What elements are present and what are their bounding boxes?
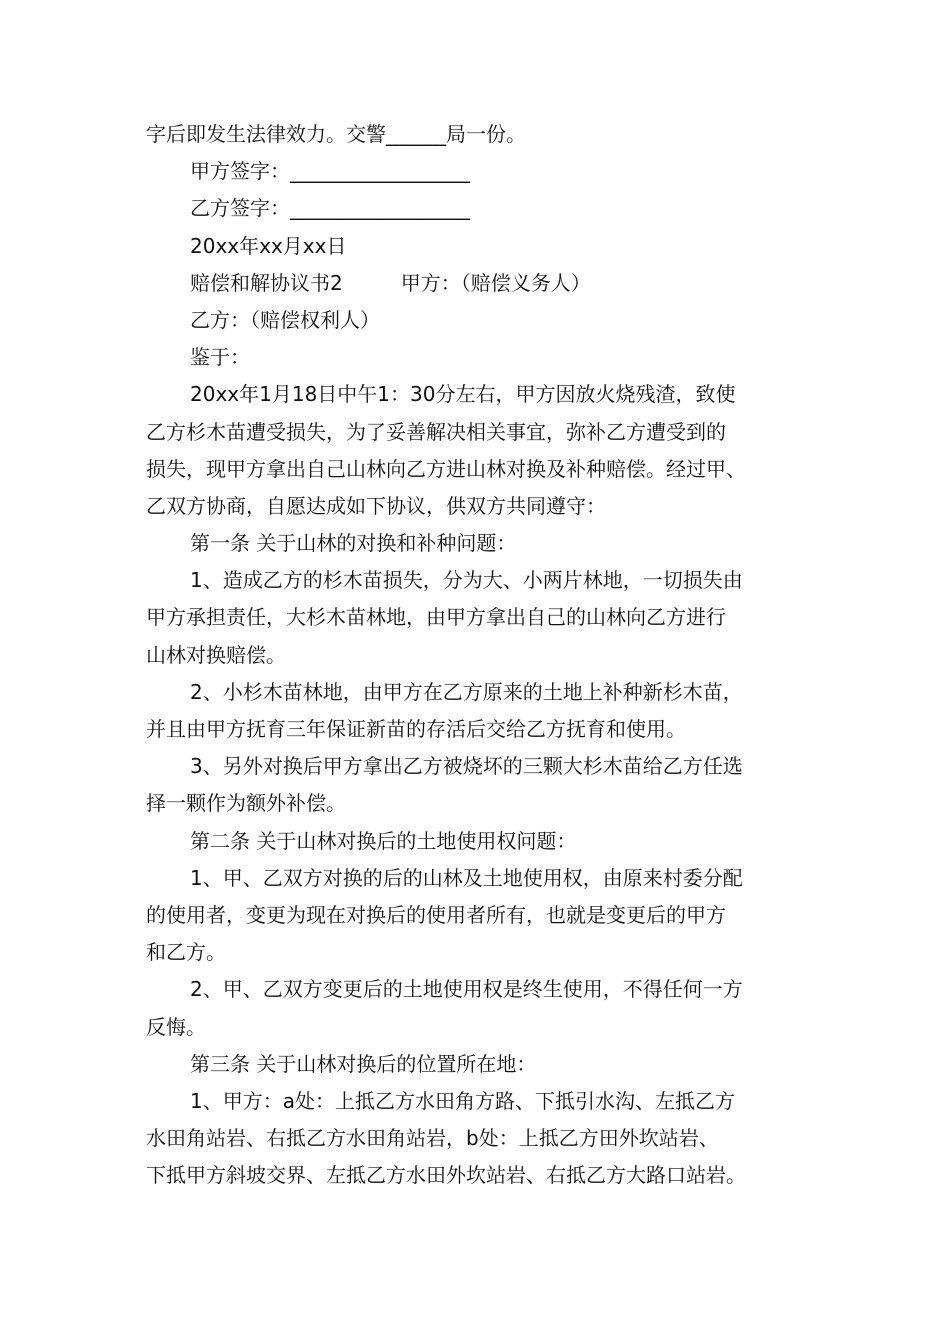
line-text: 择一颗作为额外补偿。 [146, 791, 346, 816]
text-line-14 [146, 599, 818, 636]
line-text: 乙方杉木苗遭受损失，为了妥善解决相关事宜，弥补乙方遭受到的 [146, 419, 726, 444]
text-line-8 [146, 376, 818, 413]
article-1-heading [146, 525, 818, 562]
text-line-17 [146, 711, 818, 748]
line-text: 1、甲、乙双方对换的后的山林及土地使用权，由原来村委分配 [190, 865, 743, 890]
text-line-1 [146, 116, 818, 153]
line-text: 第三条 关于山林对换后的位置所在地： [190, 1051, 537, 1076]
text-line-23 [146, 934, 818, 971]
line-text: 下抵甲方斜坡交界、左抵乙方水田外坎站岩、右抵乙方大路口站岩。 [146, 1163, 746, 1188]
line-text: 并且由甲方抚育三年保证新苗的存活后交给乙方抚育和使用。 [146, 717, 686, 741]
text-line-9 [146, 414, 818, 451]
text-line-18 [146, 748, 818, 785]
article-3-heading [146, 1046, 818, 1083]
party-b-signature-line [146, 190, 818, 227]
line-text: 反悔。 [146, 1014, 206, 1039]
article-2-heading [146, 823, 818, 860]
line-text: 鉴于： [190, 345, 250, 370]
text-line-25 [146, 1009, 818, 1046]
party-b-label-line [146, 302, 818, 339]
line-text: 第二条 关于山林对换后的土地使用权问题： [190, 828, 577, 853]
line-text: 水田角站岩、右抵乙方水田角站岩，b处：上抵乙方田外坎站岩、 [146, 1126, 719, 1151]
document-page [146, 116, 818, 1194]
text-line-29 [146, 1157, 818, 1194]
line-text: 2、甲、乙双方变更后的土地使用权是终生使用，不得任何一方 [190, 977, 743, 1002]
line-text: 乙方：（赔偿权利人） [190, 307, 380, 332]
text-line-21 [146, 860, 818, 897]
text-line-22 [146, 897, 818, 934]
line-text: 乙双方协商，自愿达成如下协议，供双方共同遵守： [146, 493, 606, 518]
line-text: 2、小杉木苗林地，由甲方在乙方原来的土地上补种新杉木苗， [190, 679, 743, 704]
line-text: 第一条 关于山林的对换和补种问题： [190, 531, 517, 556]
line-text: 1、造成乙方的杉木苗损失，分为大、小两片林地，一切损失由 [190, 568, 743, 593]
text-line-15 [146, 637, 818, 674]
text-line-16 [146, 674, 818, 711]
line-text: 字后即发生法律效力。交警______局一份。 [146, 122, 526, 146]
text-line-27 [146, 1083, 818, 1120]
whereas-line [146, 339, 818, 376]
text-line-24 [146, 971, 818, 1008]
agreement-title: 赔偿和解协议书2 [190, 270, 343, 295]
text-line-10 [146, 451, 818, 488]
text-line-13 [146, 562, 818, 599]
line-text: 和乙方。 [146, 940, 226, 965]
date-line [146, 228, 818, 265]
line-text: 的使用者，变更为现在对换后的使用者所有，也就是变更后的甲方 [146, 902, 726, 927]
line-text: 20xx年1月18日中午1：30分左右，甲方因放火烧残渣，致使 [190, 382, 736, 407]
line-text: 甲方签字：__________________ [190, 159, 470, 184]
text-line-28 [146, 1120, 818, 1157]
line-text: 3、另外对换后甲方拿出乙方被烧坏的三颗大杉木苗给乙方任选 [190, 754, 743, 779]
agreement-title-line [146, 265, 818, 302]
text-line-11 [146, 488, 818, 525]
line-text: 损失，现甲方拿出自己山林向乙方进山林对换及补种赔偿。经过甲、 [146, 456, 746, 481]
line-text: 乙方签字：__________________ [190, 196, 470, 221]
line-text: 20xx年xx月xx日 [190, 233, 347, 258]
line-text: 山林对换赔偿。 [146, 642, 286, 667]
line-text: 1、甲方：a处：上抵乙方水田角方路、下抵引水沟、左抵乙方 [190, 1088, 735, 1113]
text-line-19 [146, 785, 818, 822]
line-text: 甲方承担责任，大杉木苗林地，由甲方拿出自己的山林向乙方进行 [146, 605, 726, 630]
party-a-signature-line [146, 153, 818, 190]
party-a-label: 甲方：（赔偿义务人） [400, 270, 591, 295]
